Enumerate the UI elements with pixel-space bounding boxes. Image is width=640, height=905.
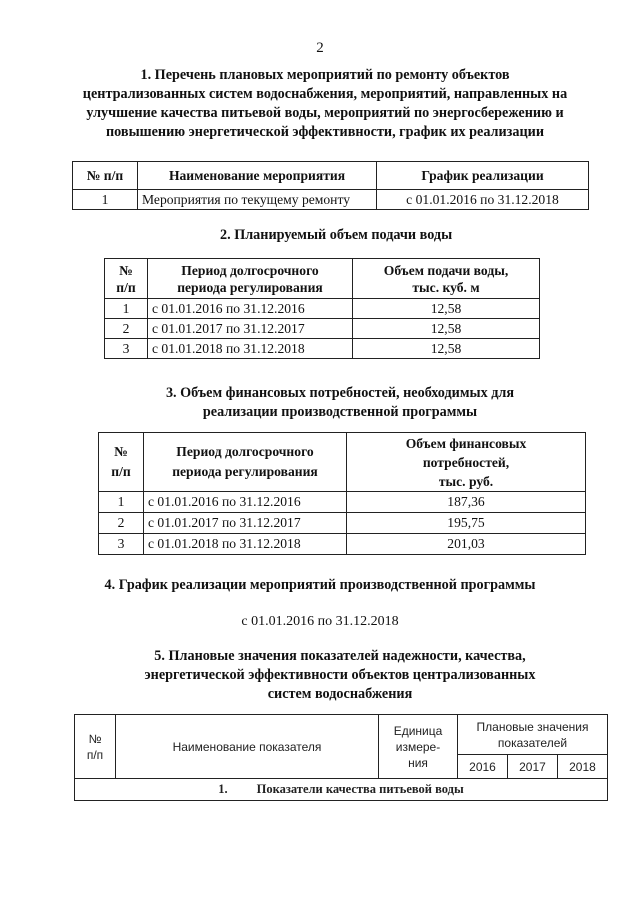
section4-title: 4. График реализации мероприятий производственной программы bbox=[104, 577, 536, 593]
table-cell: 12,58 bbox=[353, 339, 540, 359]
subsection-row bbox=[75, 779, 608, 801]
table-cell: Мероприятия по текущему ремонту bbox=[138, 190, 377, 210]
section5-table bbox=[74, 714, 608, 801]
header-line: Объем финансовых bbox=[405, 435, 527, 451]
table-cell: 1 bbox=[73, 190, 138, 210]
table-header-year: 2018 bbox=[557, 755, 607, 779]
header-line: ния bbox=[408, 755, 428, 770]
header-line: Единица bbox=[393, 723, 443, 738]
table-cell: с 01.01.2017 по 31.12.2017 bbox=[144, 513, 347, 534]
section1-title bbox=[60, 66, 590, 142]
table-row bbox=[75, 779, 608, 801]
table-cell: с 01.01.2016 по 31.12.2018 bbox=[377, 190, 589, 210]
section3-table bbox=[98, 432, 586, 555]
table-row bbox=[99, 513, 586, 534]
table-cell: 12,58 bbox=[353, 299, 540, 319]
section4-period: с 01.01.2016 по 31.12.2018 bbox=[241, 614, 399, 629]
header-line: периода регулирования bbox=[172, 464, 318, 479]
section5-title-line: систем водоснабжения bbox=[267, 686, 413, 702]
table-row bbox=[105, 299, 540, 319]
table-cell: 3 bbox=[105, 339, 148, 359]
subsection-number: 1. bbox=[218, 782, 228, 796]
section5-title-line: энергетической эффективности объектов централизованных bbox=[144, 667, 536, 683]
section1-title-line: централизованных систем водоснабжения, мероприятий, направленных на bbox=[82, 86, 568, 102]
section5-title bbox=[70, 647, 610, 704]
table-cell: 1 bbox=[99, 492, 144, 513]
header-line: Период долгосрочного bbox=[181, 262, 319, 278]
table-cell: с 01.01.2018 по 31.12.2018 bbox=[148, 339, 353, 359]
header-line: № bbox=[114, 444, 128, 459]
table-header-financial bbox=[347, 433, 586, 492]
table-cell: 187,36 bbox=[347, 492, 586, 513]
header-line: тыс. куб. м bbox=[412, 279, 480, 295]
header-line: Объем подачи воды, bbox=[383, 262, 509, 278]
header-line: измере- bbox=[395, 739, 441, 754]
table-cell: с 01.01.2018 по 31.12.2018 bbox=[144, 534, 347, 555]
table-header-schedule: График реализации bbox=[377, 162, 589, 190]
header-line: № bbox=[119, 262, 133, 278]
table-header-year: 2016 bbox=[458, 755, 508, 779]
table-cell: с 01.01.2016 по 31.12.2016 bbox=[148, 299, 353, 319]
header-line: Плановые значения bbox=[476, 719, 589, 734]
table-header-number bbox=[105, 259, 148, 299]
table-header-event-name: Наименование мероприятия bbox=[138, 162, 377, 190]
header-line: тыс. руб. bbox=[438, 473, 494, 489]
section2-table bbox=[104, 258, 540, 359]
table-header-number bbox=[75, 715, 116, 779]
table-header-period bbox=[144, 433, 347, 492]
section2-title: 2. Планируемый объем подачи воды bbox=[220, 227, 453, 243]
section3-title-line: реализации производственной программы bbox=[202, 404, 478, 420]
table-row bbox=[105, 339, 540, 359]
table-row bbox=[105, 319, 540, 339]
header-line: показателей bbox=[497, 735, 568, 750]
header-line: Период долгосрочного bbox=[176, 444, 314, 459]
table-cell: 3 bbox=[99, 534, 144, 555]
table-header-volume bbox=[353, 259, 540, 299]
table-header-number: № п/п bbox=[73, 162, 138, 190]
table-cell: 201,03 bbox=[347, 534, 586, 555]
section5-title-line: 5. Плановые значения показателей надежности, качества, bbox=[154, 648, 526, 664]
section1-title-line: 1. Перечень плановых мероприятий по ремонту объектов bbox=[140, 67, 510, 83]
page-number: 2 bbox=[316, 40, 324, 56]
table-cell: 12,58 bbox=[353, 319, 540, 339]
header-line: п/п bbox=[116, 279, 136, 295]
table-cell: 2 bbox=[105, 319, 148, 339]
table-header-planned-values bbox=[458, 715, 608, 755]
header-line: потребностей, bbox=[422, 454, 510, 470]
section3-title bbox=[90, 384, 590, 422]
table-cell: 195,75 bbox=[347, 513, 586, 534]
table-row bbox=[99, 492, 586, 513]
table-cell: с 01.01.2016 по 31.12.2016 bbox=[144, 492, 347, 513]
table-header-year: 2017 bbox=[507, 755, 557, 779]
table-header-number bbox=[99, 433, 144, 492]
header-line: периода регулирования bbox=[177, 279, 323, 295]
table-row bbox=[99, 534, 586, 555]
table-cell: 2 bbox=[99, 513, 144, 534]
header-line: п/п bbox=[86, 747, 104, 762]
subsection-label: Показатели качества питьевой воды bbox=[256, 782, 464, 796]
section1-title-line: улучшение качества питьевой воды, мероприятий по энергосбережению и bbox=[86, 105, 564, 121]
header-line: п/п bbox=[111, 464, 131, 479]
section3-title-line: 3. Объем финансовых потребностей, необходимых для bbox=[165, 385, 515, 401]
table-header-unit bbox=[379, 715, 458, 779]
section1-title-line: повышению энергетической эффективности, график их реализации bbox=[106, 124, 544, 140]
table-row bbox=[73, 190, 589, 210]
section1-table bbox=[72, 161, 589, 210]
table-cell: с 01.01.2017 по 31.12.2017 bbox=[148, 319, 353, 339]
header-line: № bbox=[88, 731, 102, 746]
table-header-period bbox=[148, 259, 353, 299]
table-header-indicator-name: Наименование показателя bbox=[116, 715, 379, 779]
table-cell: 1 bbox=[105, 299, 148, 319]
